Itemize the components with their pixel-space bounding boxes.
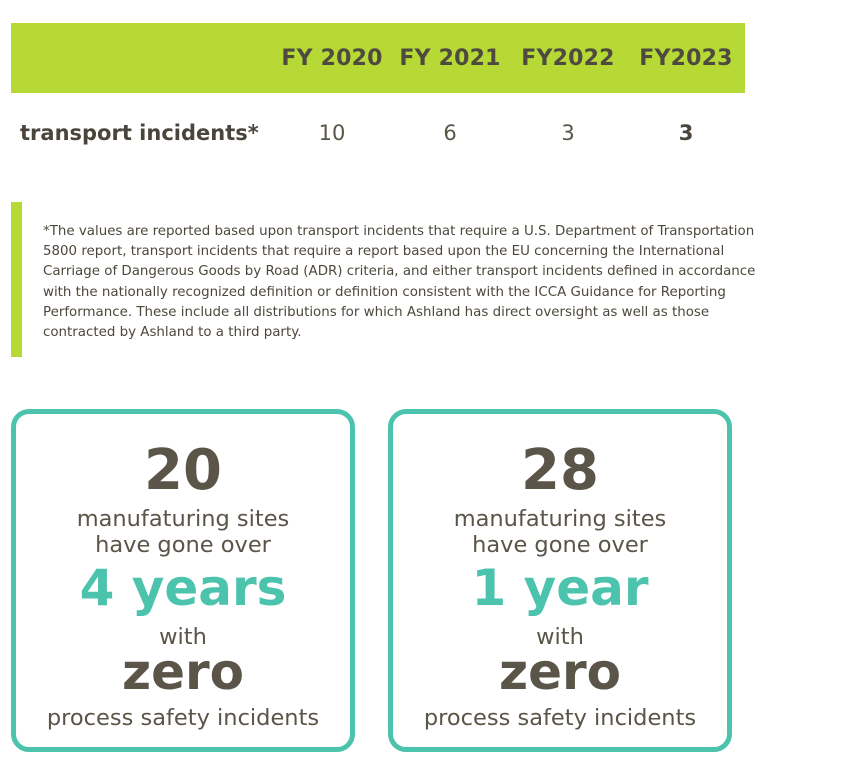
header-fy2023: FY2023 <box>639 46 733 71</box>
stat-line-with: with <box>536 624 584 650</box>
stat-number: 28 <box>521 438 599 503</box>
footnote-accent-bar <box>11 202 22 357</box>
stat-zero: zero <box>498 643 622 701</box>
value-fy2022: 3 <box>561 121 575 145</box>
value-fy2021: 6 <box>443 121 457 145</box>
stat-card-4-years <box>11 409 355 752</box>
value-fy2020: 10 <box>318 121 346 145</box>
stat-line-incidents: process safety incidents <box>423 705 697 731</box>
value-fy2023: 3 <box>678 121 694 145</box>
stat-number: 20 <box>144 438 222 503</box>
stat-zero: zero <box>121 643 245 701</box>
stat-line-sites: manufaturing sites <box>76 506 290 532</box>
stat-duration: 4 years <box>79 559 287 617</box>
header-fy2021: FY 2021 <box>399 46 501 71</box>
row-label-transport-incidents: transport incidents* <box>20 121 259 145</box>
header-fy2020: FY 2020 <box>281 46 383 71</box>
stat-card-1-year <box>388 409 732 752</box>
footnote-text: *The values are reported based upon transport incidents that require a U.S. Department of Transportation 5800 report, transport incidents that require a report based upon the EU concerning the International Carriage of Dangerous Goods by Road (ADR) criteria, and either transport incidents defined in accordance with the nationally recognized definition or definition consistent with the ICCA Guidance for Reporting Performance. These include all distributions for which Ashland has direct oversight as well as those contracted by Ashland to a third party. <box>43 224 756 341</box>
stat-line-sites: manufaturing sites <box>453 506 667 532</box>
stat-line-gone-over: have gone over <box>472 532 648 558</box>
stat-line-incidents: process safety incidents <box>46 705 320 731</box>
stat-line-with: with <box>159 624 207 650</box>
stat-line-gone-over: have gone over <box>95 532 271 558</box>
header-fy2022: FY2022 <box>521 46 615 71</box>
stat-duration: 1 year <box>471 559 649 617</box>
